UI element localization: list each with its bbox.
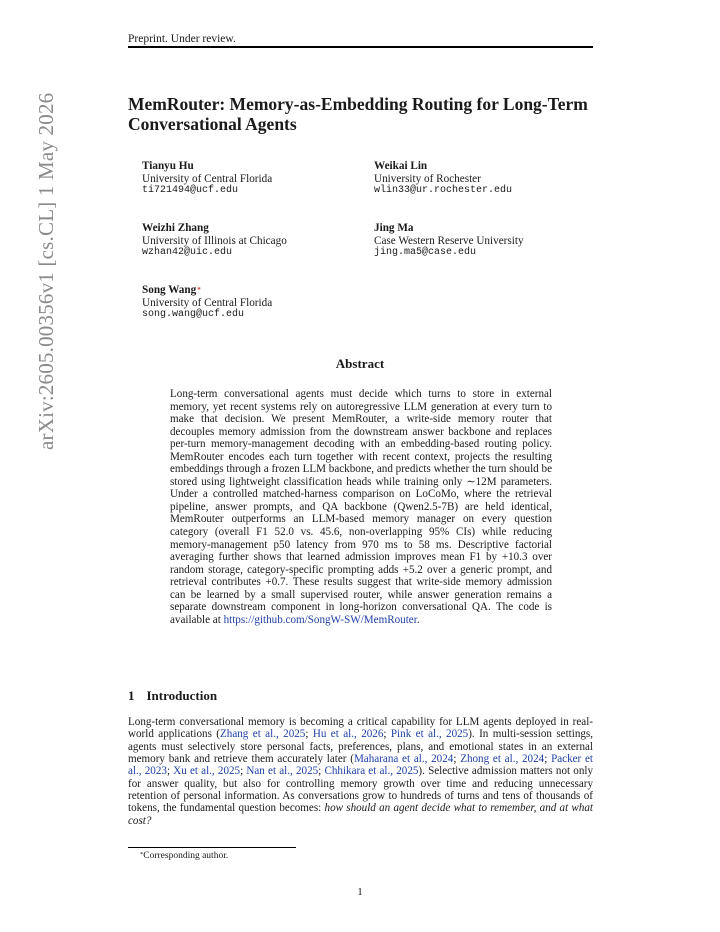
author-block (142, 284, 272, 322)
citation-link[interactable]: Zhang et al., 2025 (220, 728, 306, 741)
author-block (142, 160, 272, 198)
section-heading (128, 688, 217, 704)
introduction-paragraph (128, 716, 593, 827)
citation-separator: ; (305, 728, 313, 741)
research-question: how should an agent decide what to remember, and at what cost? (128, 802, 593, 827)
running-head: Preprint. Under review. (128, 33, 236, 45)
author-affiliation: University of Illinois at Chicago (142, 234, 287, 247)
section-number: 1 (128, 688, 135, 703)
citation-separator: ; (453, 753, 461, 766)
citation-separator: ; (383, 728, 391, 741)
footnote-text: Corresponding author. (143, 851, 229, 861)
intro-text: ). In multi-session settings, agents must selectively store personal facts, preferences, plans, and emotional states in an external memory bank and retrieve them accurately later ( (128, 728, 593, 766)
author-block (142, 222, 287, 260)
footnote (140, 851, 228, 861)
code-repository-link[interactable]: https://github.com/SongW-SW/MemRouter (223, 613, 417, 626)
intro-text: ). Selective admission matters not only for answer quality, but also for controlling memory growth over time and reducing unnecessary retention of personal information. As conversations grow to hundreds of turns and tens of thousands of tokens, the fundamental question becomes: (128, 765, 594, 815)
author-email[interactable]: wzhan42@uic.edu (142, 247, 233, 258)
citation-separator: ; (166, 765, 174, 778)
author-affiliation: University of Central Florida (142, 296, 273, 309)
author-block (374, 160, 512, 198)
footnote-rule (128, 847, 296, 848)
corresponding-author-marker[interactable]: * (197, 286, 201, 294)
author-email[interactable]: ti721494@ucf.edu (142, 185, 239, 196)
author-affiliation: University of Rochester (374, 172, 481, 185)
author-name: Weikai Lin (374, 160, 428, 172)
citation-link[interactable]: Hu et al., 2026 (312, 728, 384, 741)
arxiv-identifier-stamp: arXiv:2605.00356v1 [cs.CL] 1 May 2026 (34, 92, 58, 450)
author-block (374, 222, 524, 260)
author-email[interactable]: jing.ma5@case.edu (374, 247, 477, 258)
author-name-row (142, 284, 272, 297)
footnote-mark: * (140, 851, 144, 858)
citation-link[interactable]: Maharana et al., 2024 (353, 753, 454, 766)
citation-separator: ; (240, 765, 247, 778)
author-name: Jing Ma (374, 222, 414, 234)
paper-title: MemRouter: Memory-as-Embedding Routing for Long-Term Conversational Agents (128, 94, 588, 134)
author-affiliation: Case Western Reserve University (374, 234, 524, 247)
author-name: Weizhi Zhang (142, 222, 209, 234)
page-number: 1 (357, 886, 363, 898)
author-email[interactable]: song.wang@ucf.edu (142, 309, 245, 320)
author-email[interactable]: wlin33@ur.rochester.edu (374, 185, 513, 196)
citation-link[interactable]: Zhong et al., 2024 (460, 753, 545, 766)
citation-link[interactable]: Packer et al., 2023 (128, 753, 594, 778)
citation-separator: ; (318, 765, 325, 778)
section-title: Introduction (146, 688, 218, 703)
abstract-heading: Abstract (335, 356, 385, 371)
intro-text: Long-term conversational memory is becoming a critical capability for LLM agents deployed in real-world applications ( (128, 716, 593, 741)
author-name: Song Wang (142, 284, 197, 296)
citation-link[interactable]: Nan et al., 2025 (246, 765, 319, 778)
citation-separator: ; (544, 753, 552, 766)
abstract-end: . (416, 613, 420, 626)
citation-link[interactable]: Chhikara et al., 2025 (324, 765, 419, 778)
header-rule (128, 46, 593, 48)
citation-link[interactable]: Pink et al., 2025 (390, 728, 469, 741)
abstract-body-text: Long-term conversational agents must decide which turns to store in external memory, yet recent systems rely on autoregressive LLM generation at every turn to make that decision. We present MemRouter, a write-side memory router that decouples memory admission from the downstream answer backbone and replaces per-turn memory-management decoding with an embedding-based routing policy. MemRouter encodes each turn together with recent context, projects the resulting embeddings through a frozen LLM backbone, and predicts whether the turn should be stored using lightweight classification heads while training only ∼12M parameters. Under a controlled matched-harness comparison on LoCoMo, where the retrieval pipeline, answer prompts, and QA backbone (Qwen2.5-7B) are held identical, MemRouter outperforms an LLM-based memory manager on every question category (overall F1 52.0 vs. 45.6, non-overlapping 95% CIs) while reducing memory-management p50 latency from 970 ms to 58 ms. Descriptive factorial averaging further shows that learned admission improves mean F1 by +10.3 over random storage, category-specific prompting adds +5.2 over a generic prompt, and retrieval contributes +0.7. These results suggest that write-side memory admission can be learned by a small supervised router, while answer generation remains a separate downstream component in long-horizon conversational QA. The code is available at (170, 388, 552, 626)
citation-link[interactable]: Xu et al., 2025 (173, 765, 241, 778)
author-affiliation: University of Central Florida (142, 172, 273, 185)
author-name: Tianyu Hu (142, 160, 194, 172)
abstract-text (170, 388, 552, 626)
